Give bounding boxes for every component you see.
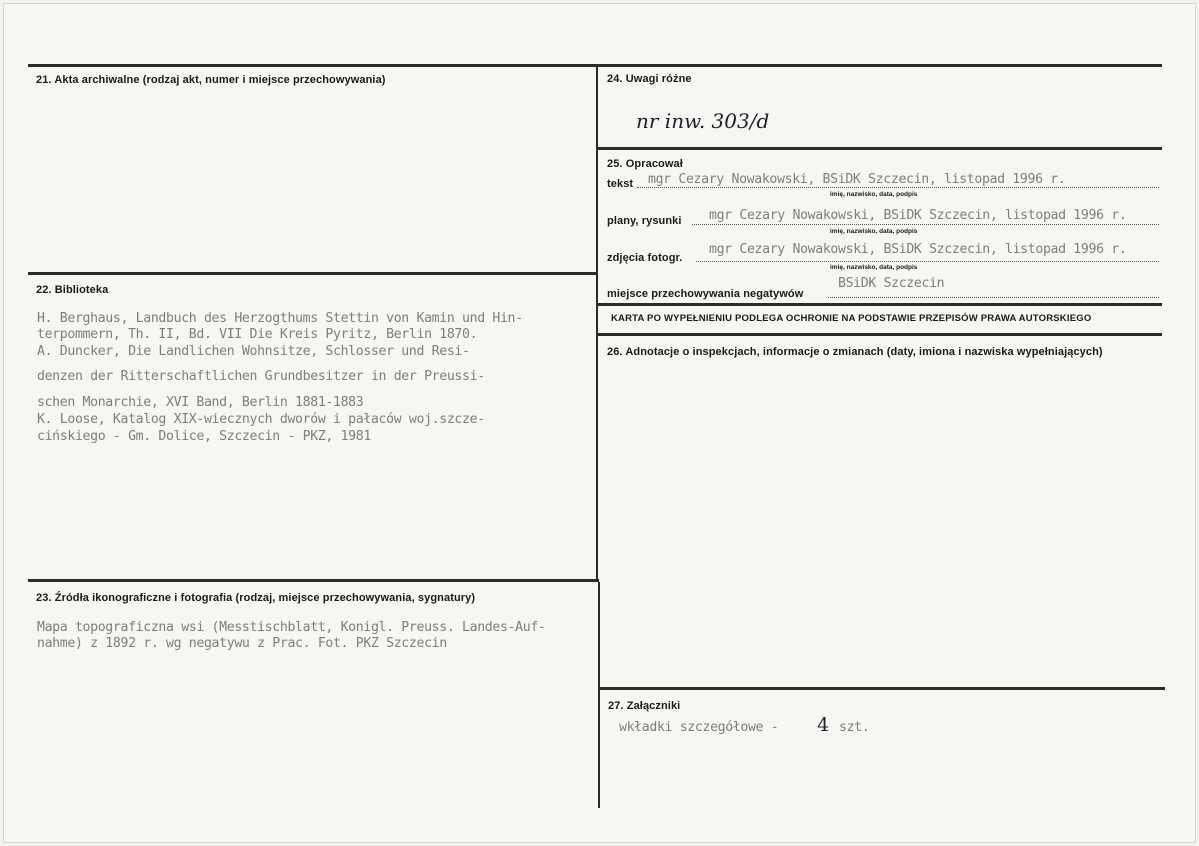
photos-author-caption: imię, nazwisko, data, podpis bbox=[830, 264, 918, 271]
bibliography-line: schen Monarchie, XVI Band, Berlin 1881-1883 bbox=[37, 395, 364, 410]
rule-22-23 bbox=[28, 579, 599, 582]
photos-author-line bbox=[696, 261, 1159, 262]
section-27-label: 27. Załączniki bbox=[608, 700, 681, 712]
center-divider-upper bbox=[596, 66, 598, 582]
section-21-label: 21. Akta archiwalne (rodzaj akt, numer i miejsce przechowywania) bbox=[36, 74, 386, 86]
bibliography-line: denzen der Ritterschaftlichen Grundbesitzer in der Preussi- bbox=[37, 369, 485, 384]
bibliography-line: K. Loose, Katalog XIX-wiecznych dworów i pałaców woj.szcze- bbox=[37, 412, 485, 427]
photos-author-label: zdjęcia fotogr. bbox=[607, 252, 683, 264]
text-author-value: mgr Cezary Nowakowski, BSiDK Szczecin, listopad 1996 r. bbox=[648, 172, 1066, 187]
copyright-notice: KARTA PO WYPEŁNIENIU PODLEGA OCHRONIE NA PODSTAWIE PRZEPISÓW PRAWA AUTORSKIEGO bbox=[611, 313, 1092, 324]
plans-author-caption: imię, nazwisko, data, podpis bbox=[830, 228, 918, 235]
section-26-label: 26. Adnotacje o inspekcjach, informacje o zmianach (daty, imiona i nazwiska wypełniających) bbox=[607, 346, 1103, 358]
photos-author-value: mgr Cezary Nowakowski, BSiDK Szczecin, listopad 1996 r. bbox=[709, 242, 1127, 257]
plans-author-value: mgr Cezary Nowakowski, BSiDK Szczecin, listopad 1996 r. bbox=[709, 208, 1127, 223]
rule-25-notice bbox=[598, 303, 1162, 306]
iconography-line: nahme) z 1892 r. wg negatywu z Prac. Fot. PKZ Szczecin bbox=[37, 636, 447, 651]
negatives-storage-line bbox=[828, 297, 1159, 298]
iconography-line: Mapa topograficzna wsi (Messtischblatt, Konigl. Preuss. Landes-Auf- bbox=[37, 620, 546, 635]
section-23-label: 23. Źródła ikonograficzne i fotografia (rodzaj, miejsce przechowywania, sygnatury) bbox=[36, 592, 476, 604]
plans-author-label: plany, rysunki bbox=[607, 215, 682, 227]
plans-author-line bbox=[692, 224, 1159, 225]
attachments-count-handwritten: 4 bbox=[817, 714, 830, 736]
rule-notice-26 bbox=[598, 333, 1162, 336]
center-divider-lower bbox=[598, 582, 600, 808]
bibliography-line: A. Duncker, Die Landlichen Wohnsitze, Schlosser und Resi- bbox=[37, 344, 470, 359]
text-author-label: tekst bbox=[607, 178, 634, 190]
attachments-unit: szt. bbox=[839, 720, 870, 735]
negatives-storage-value: BSiDK Szczecin bbox=[838, 276, 945, 291]
inventory-number-handwritten: nr inw. 303/d bbox=[636, 109, 770, 133]
text-author-caption: imię, nazwisko, data, podpis bbox=[830, 191, 918, 198]
bibliography-line: cińskiego - Gm. Dolice, Szczecin - PKZ, 1981 bbox=[37, 429, 371, 444]
top-rule bbox=[28, 64, 1162, 67]
bibliography-line: H. Berghaus, Landbuch des Herzogthums Stettin von Kamin und Hin- bbox=[37, 311, 523, 326]
rule-26-27 bbox=[600, 687, 1165, 690]
section-24-label: 24. Uwagi różne bbox=[607, 73, 692, 85]
rule-24-25 bbox=[598, 147, 1162, 150]
section-25-label: 25. Opracował bbox=[607, 158, 683, 170]
section-22-label: 22. Biblioteka bbox=[36, 284, 109, 296]
bibliography-line: terpommern, Th. II, Bd. VII Die Kreis Pyritz, Berlin 1870. bbox=[37, 327, 478, 342]
rule-21-22 bbox=[28, 272, 597, 275]
attachments-description: wkładki szczegółowe - bbox=[619, 720, 779, 735]
negatives-storage-label: miejsce przechowywania negatywów bbox=[607, 288, 804, 300]
